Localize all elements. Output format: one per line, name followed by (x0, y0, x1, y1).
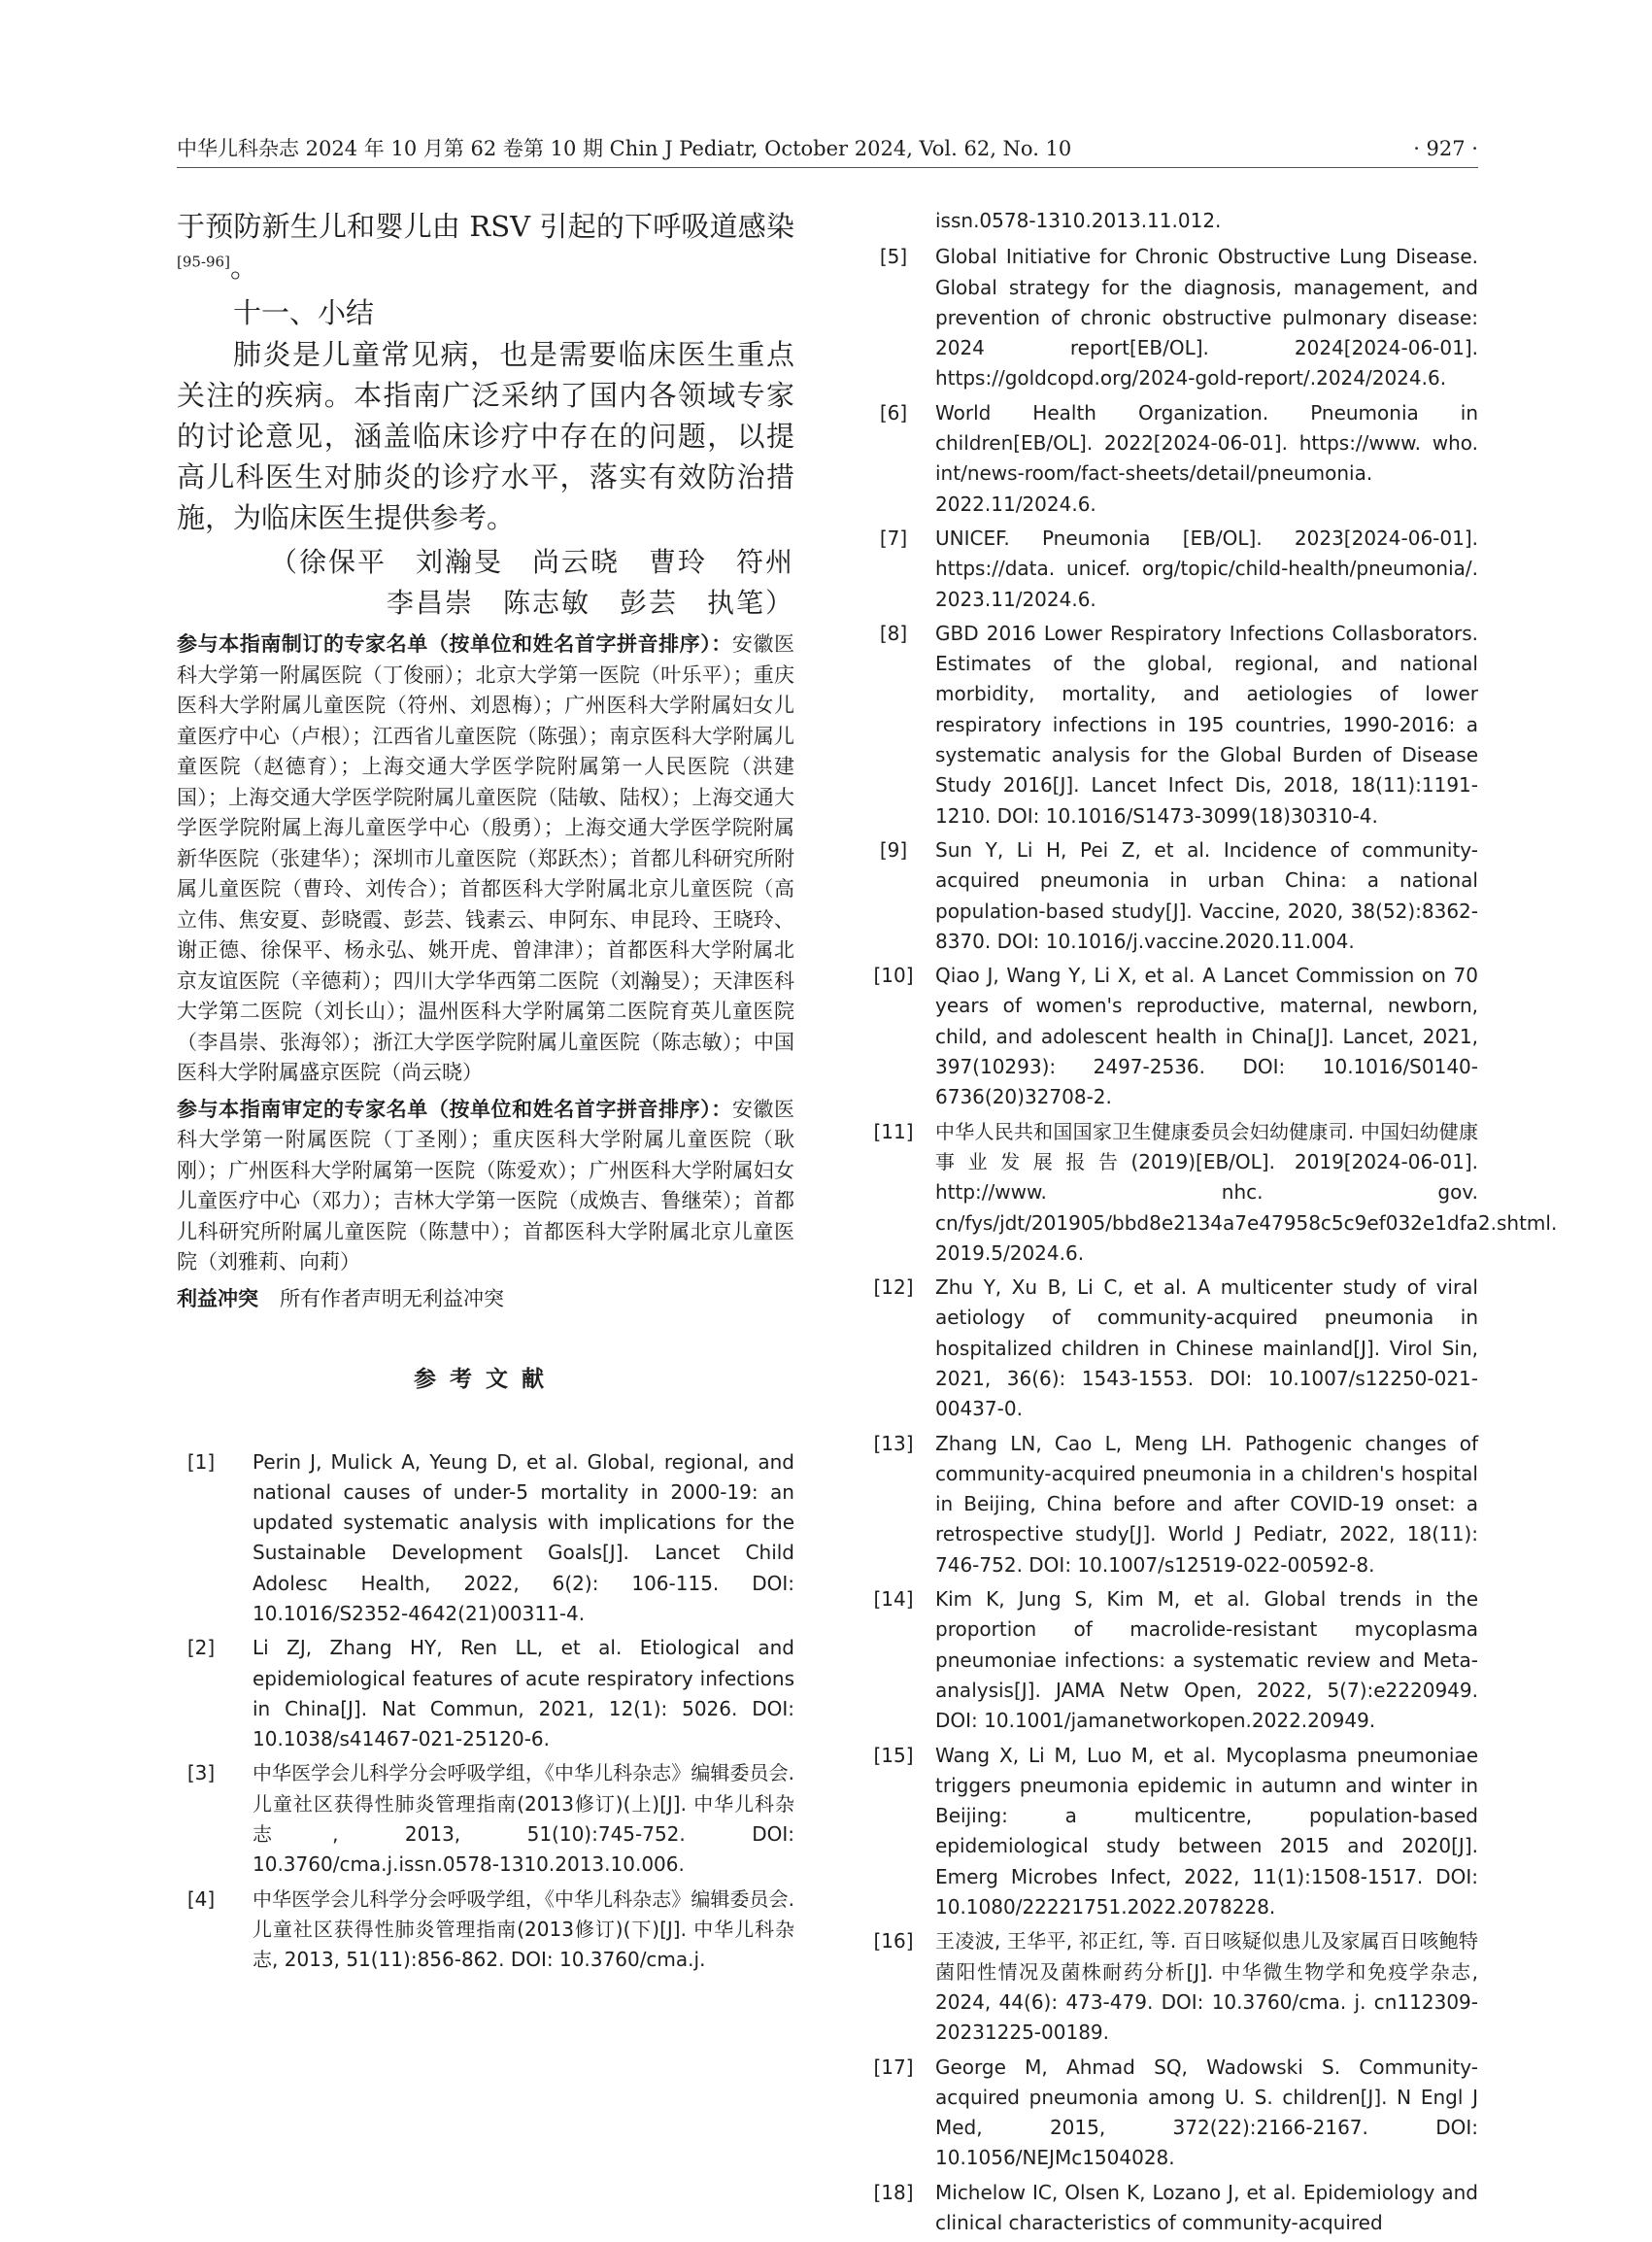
reference-number: [18] (873, 2180, 914, 2204)
summary-paragraph: 肺炎是儿童常见病，也是需要临床医生重点关注的疾病。本指南广泛采纳了国内各领域专家的讨论意见，涵盖临床诊疗中存在的问题，以提高儿科医生对肺炎的诊疗水平，落实有效防治措施，为临床医生提供参考。 (177, 338, 794, 534)
reference-text: Qiao J, Wang Y, Li X, et al. A Lancet Commission on 70 years of women's reproductive, maternal, newborn, child, and adolescent health in China[J]. Lancet, 2021, 397(10293): 2497-2536. DOI: 10.1016/S0140-6736(20)32708-2. (935, 964, 1478, 1109)
reference-text: Li ZJ, Zhang HY, Ren LL, et al. Etiological and epidemiological features of acute respiratory infections in China[J]. Nat Commun, 2021, 12(1): 5026. DOI: 10.1038/s41467-021-25120-6. (253, 1636, 794, 1751)
intro-end: 。 (229, 251, 258, 284)
header-rule (177, 167, 1478, 168)
references-list-right (873, 242, 1558, 2238)
journal-citation: 中华儿科杂志 2024 年 10 月第 62 卷第 10 期 Chin J Pediatr, October 2024, Vol. 62, No. 10 (177, 137, 1072, 160)
reference-text: Zhu Y, Xu B, Li C, et al. A multicenter study of viral aetiology of community-acquired pneumonia in hospitalized children in Chinese mainland[J]. Virol Sin, 2021, 36(6): 1543-1553. DOI: 10.1007/s12250-021-00437-0. (935, 1275, 1478, 1421)
intro-citation: [95-96] (177, 253, 230, 271)
reference-item (177, 1633, 794, 1754)
intro-paragraph (177, 206, 794, 288)
experts-review-label: 参与本指南审定的专家名单（按单位和姓名首字拼音排序）： (177, 1097, 732, 1121)
coi-label: 利益冲突 (177, 1286, 258, 1310)
right-column (873, 206, 1558, 2242)
reference-item (874, 2053, 1478, 2174)
reference-item (874, 524, 1478, 615)
reference-text: 王凌波, 王华平, 祁正红, 等. 百日咳疑似患儿及家属百日咳鲍特菌阳性情况及菌株耐药分析[J]. 中华微生物学和免疫学杂志, 2024, 44(6): 473-479. DOI: 10.3760/cma. j. cn112309-20231225-00189. (935, 1929, 1478, 2045)
experts-review (177, 1095, 794, 1278)
reference-number: [10] (873, 964, 914, 988)
reference-item (874, 961, 1478, 1112)
reference-item (874, 1273, 1478, 1424)
reference-number: [14] (873, 1587, 914, 1612)
reference-item (177, 1758, 794, 1880)
reference-item (874, 242, 1478, 393)
conflict-of-interest (177, 1284, 794, 1314)
experts-drafting (177, 629, 794, 1089)
references-title: 参考文献 (414, 1366, 557, 1392)
reference-text: George M, Ahmad SQ, Wadowski S. Community-acquired pneumonia among U. S. children[J]. N Engl J Med, 2015, 372(22):2166-2167. DOI: 10.1056/NEJMc1504028. (935, 2055, 1478, 2170)
reference-text: UNICEF. Pneumonia [EB/OL]. 2023[2024-06-01]. https://data. unicef. org/topic/child-health/pneumonia/. 2023.11/2024.6. (935, 526, 1478, 611)
reference-item (873, 1117, 1558, 1269)
reference-text: World Health Organization. Pneumonia in children[EB/OL]. 2022[2024-06-01]. https://www. who. int/news-room/fact-sheets/detail/pneumonia. 2022.11/2024.6. (935, 400, 1478, 516)
reference-text: Perin J, Mulick A, Yeung D, et al. Global, regional, and national causes of under-5 mortality in 2000-19: an updated systematic analysis with implications for the Sustainable Development Goals[J]. Lancet Child Adolesc Health, 2022, 6(2): 106-115. DOI: 10.1016/S2352-4642(21)00311-4. (253, 1449, 794, 1625)
reference-item (874, 398, 1478, 520)
reference-item (874, 1741, 1478, 1923)
reference-item (177, 1447, 794, 1630)
experts-review-text: 安徽医科大学第一附属医院（丁圣刚）；重庆医科大学附属儿童医院（耿刚）；广州医科大学附属第一医院（陈爱欢）；广州医科大学附属妇女儿童医疗中心（邓力）；吉林大学第一医院（成焕吉、鲁继荣）；首都儿科研究所附属儿童医院（陈慧中）；首都医科大学附属北京儿童医院（刘雅莉、向莉） (177, 1097, 794, 1274)
reference-item (874, 1429, 1478, 1580)
reference-continuation: issn.0578-1310.2013.11.012. (935, 209, 1222, 232)
reference-text: 中华医学会儿科学分会呼吸学组，《中华儿科杂志》编辑委员会. 儿童社区获得性肺炎管理指南(2013修订)(上)[J]. 中华儿科杂志, 2013, 51(10):745-752. DOI: 10.3760/cma.j.issn.0578-1310.2013.10.006. (253, 1761, 794, 1877)
reference-text: Kim K, Jung S, Kim M, et al. Global trends in the proportion of macrolide-resistant mycoplasma pneumoniae infections: a systematic review and Meta-analysis[J]. JAMA Netw Open, 2022, 5(7):e2220949. DOI: 10.1001/jamanetworkopen.2022.20949. (935, 1587, 1478, 1733)
reference-number: [16] (873, 1929, 914, 1953)
reference-text: GBD 2016 Lower Respiratory Infections Collasborators. Estimates of the global, regional, and national morbidity, mortality, and aetiologies of lower respiratory infections in 195 countries, 1990-2016: a systematic analysis for the Global Burden of Disease Study 2016[J]. Lancet Infect Dis, 2018, 18(11):1191-1210. DOI: 10.1016/S1473-3099(18)30310-4. (935, 621, 1478, 828)
reference-number: [7] (879, 526, 908, 550)
page-number: · 927 · (1413, 137, 1478, 160)
reference-number: [11] (873, 1119, 914, 1143)
reference-text: Sun Y, Li H, Pei Z, et al. Incidence of community-acquired pneumonia in urban China: a national population-based study[J]. Vaccine, 2020, 38(52):8362-8370. DOI: 10.1016/j.vaccine.2020.11.004. (935, 837, 1478, 953)
reference-number: [2] (186, 1636, 216, 1660)
reference-text: 中华人民共和国国家卫生健康委员会妇幼健康司. 中国妇幼健康事业发展报告(2019)[EB/OL]. 2019[2024-06-01]. http://www. nhc. gov. cn/fys/jdt/201905/bbd8e2134a7e47958c5c9ef032e1dfa2.shtml. 2019.5/2024.6. (935, 1119, 1558, 1265)
reference-number: [3] (186, 1761, 216, 1785)
reference-text: Michelow IC, Olsen K, Lozano J, et al. Epidemiology and clinical characteristics of community-acquired (935, 2180, 1478, 2234)
reference-number: [4] (186, 1886, 216, 1911)
reference-number: [1] (186, 1449, 216, 1474)
reference-number: [6] (879, 400, 908, 425)
reference-item (874, 1926, 1478, 2048)
references-list-left (177, 1447, 794, 1976)
authors-line-2: 李昌崇 陈志敏 彭芸 执笔） (386, 587, 794, 619)
authors-line-1: （徐保平 刘瀚旻 尚云晓 曹玲 符州 (269, 546, 794, 578)
reference-number: [5] (879, 245, 908, 269)
experts-drafting-text: 安徽医科大学第一附属医院（丁俊丽）；北京大学第一医院（叶乐平）；重庆医科大学附属儿童医院（符州、刘恩梅）；广州医科大学附属妇女儿童医疗中心（卢根）；江西省儿童医院（陈强）；南京医科大学附属儿童医院（赵德育）；上海交通大学医学院附属第一人民医院（洪建国）；上海交通大学医学院附属儿童医院（陆敏、陆权）；上海交通大学医学院附属上海儿童医学中心（殷勇）；上海交通大学医学院附属新华医院（张建华）；深圳市儿童医院（郑跃杰）；首都儿科研究所附属儿童医院（曹玲、刘传合）；首都医科大学附属北京儿童医院（高立伟、焦安夏、彭晓霞、彭芸、钱素云、申阿东、申昆玲、王晓玲、谢正德、徐保平、杨永弘、姚开虎、曾津津）；首都医科大学附属北京友谊医院（辛德莉）；四川大学华西第二医院（刘瀚旻）；天津医科大学第二医院（刘长山）；温州医科大学附属第二医院育英儿童医院（李昌崇、张海邻）；浙江大学医学院附属儿童医院（陈志敏）；中国医科大学附属盛京医院（尚云晓） (177, 632, 794, 1084)
reference-text: Zhang LN, Cao L, Meng LH. Pathogenic changes of community-acquired pneumonia in a children's hospital in Beijing, China before and after COVID-19 onset: a retrospective study[J]. World J Pediatr, 2022, 18(11): 746-752. DOI: 10.1007/s12519-022-00592-8. (935, 1431, 1478, 1577)
reference-item (874, 1584, 1478, 1736)
reference-text: 中华医学会儿科学分会呼吸学组，《中华儿科杂志》编辑委员会. 儿童社区获得性肺炎管理指南(2013修订)(下)[J]. 中华儿科杂志, 2013, 51(11):856-862. DOI: 10.3760/cma.j. (253, 1886, 794, 1972)
reference-item (874, 2178, 1478, 2239)
intro-text: 于预防新生儿和婴儿由 RSV 引起的下呼吸道感染 (177, 210, 794, 243)
reference-number: [17] (873, 2055, 914, 2079)
reference-text: Wang X, Li M, Luo M, et al. Mycoplasma pneumoniae triggers pneumonia epidemic in autumn and winter in Beijing: a multicentre, population-based epidemiological study between 2015 and 2020[J]. Emerg Microbes Infect, 2022, 11(1):1508-1517. DOI: 10.1080/22221751.2022.2078228. (935, 1743, 1478, 1919)
left-column (177, 206, 794, 1980)
reference-text: Global Initiative for Chronic Obstructive Lung Disease. Global strategy for the diagnosis, management, and prevention of chronic obstructive pulmonary disease: 2024 report[EB/OL]. 2024[2024-06-01]. https://goldcopd.org/2024-gold-report/.2024/2024.6. (935, 245, 1478, 391)
reference-item (874, 835, 1478, 957)
reference-number: [15] (873, 1743, 914, 1767)
experts-drafting-label: 参与本指南制订的专家名单（按单位和姓名首字拼音排序）： (177, 632, 732, 656)
reference-item (874, 619, 1478, 832)
coi-text: 所有作者声明无利益冲突 (280, 1286, 504, 1310)
reference-number: [12] (873, 1275, 914, 1300)
reference-item (177, 1885, 794, 1976)
reference-number: [9] (879, 837, 908, 862)
reference-number: [8] (879, 621, 908, 645)
section-heading: 十一、小结 (233, 296, 375, 329)
reference-number: [13] (873, 1431, 914, 1455)
